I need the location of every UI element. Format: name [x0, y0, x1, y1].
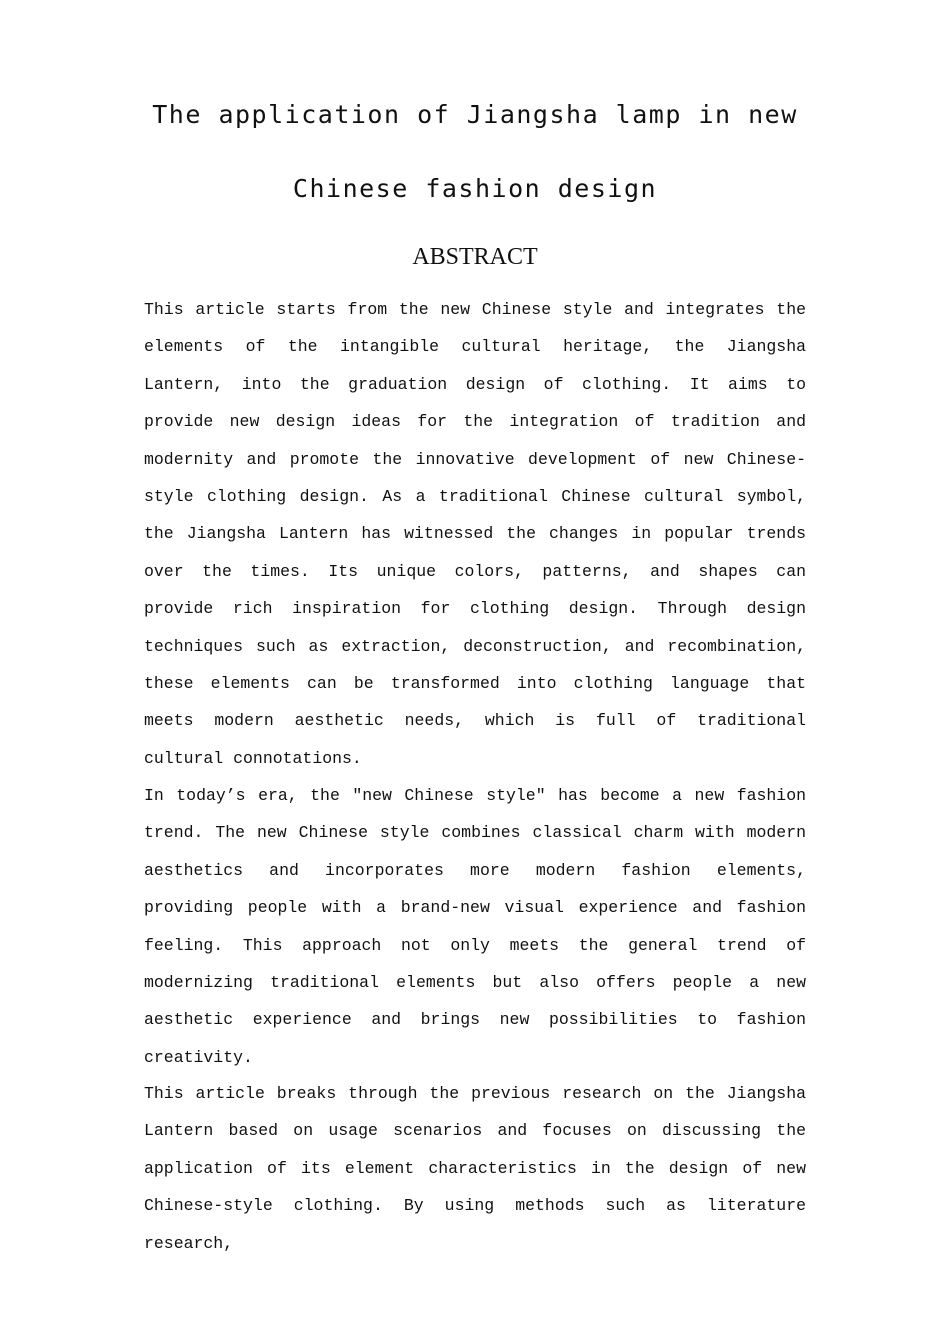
abstract-heading: ABSTRACT: [412, 244, 538, 270]
abstract-paragraph: In today’s era, the ″new Chinese style″ has become a new fashion trend. The new Chinese style combines classical charm with modern aesthetics and incorporates more modern fashion elements, providing people with a brand-new visual experience and fashion feeling. This approach not only meets the general trend of modernizing traditional elements but also offers people a new aesthetic experience and brings new possibilities to fashion creativity.: [144, 786, 806, 1067]
title-line-1: The application of Jiangsha lamp in new: [152, 100, 798, 129]
title-line-2: Chinese fashion design: [292, 174, 658, 203]
abstract-paragraph: This article breaks through the previous research on the Jiangsha Lantern based on usage scenarios and focuses on discussing the application of its element characteristics in the design of new Chinese-style clothing. By using methods such as literature research,: [144, 1084, 806, 1253]
abstract-paragraph: This article starts from the new Chinese style and integrates the elements of the intangible cultural heritage, the Jiangsha Lantern, into the graduation design of clothing. It aims to provide new design ideas for the integration of tradition and modernity and promote the innovative development of new Chinese-style clothing design. As a traditional Chinese cultural symbol, the Jiangsha Lantern has witnessed the changes in popular trends over the times. Its unique colors, patterns, and shapes can provide rich inspiration for clothing design. Through design techniques such as extraction, deconstruction, and recombination, these elements can be transformed into clothing language that meets modern aesthetic needs, which is full of traditional cultural connotations.: [144, 300, 806, 768]
